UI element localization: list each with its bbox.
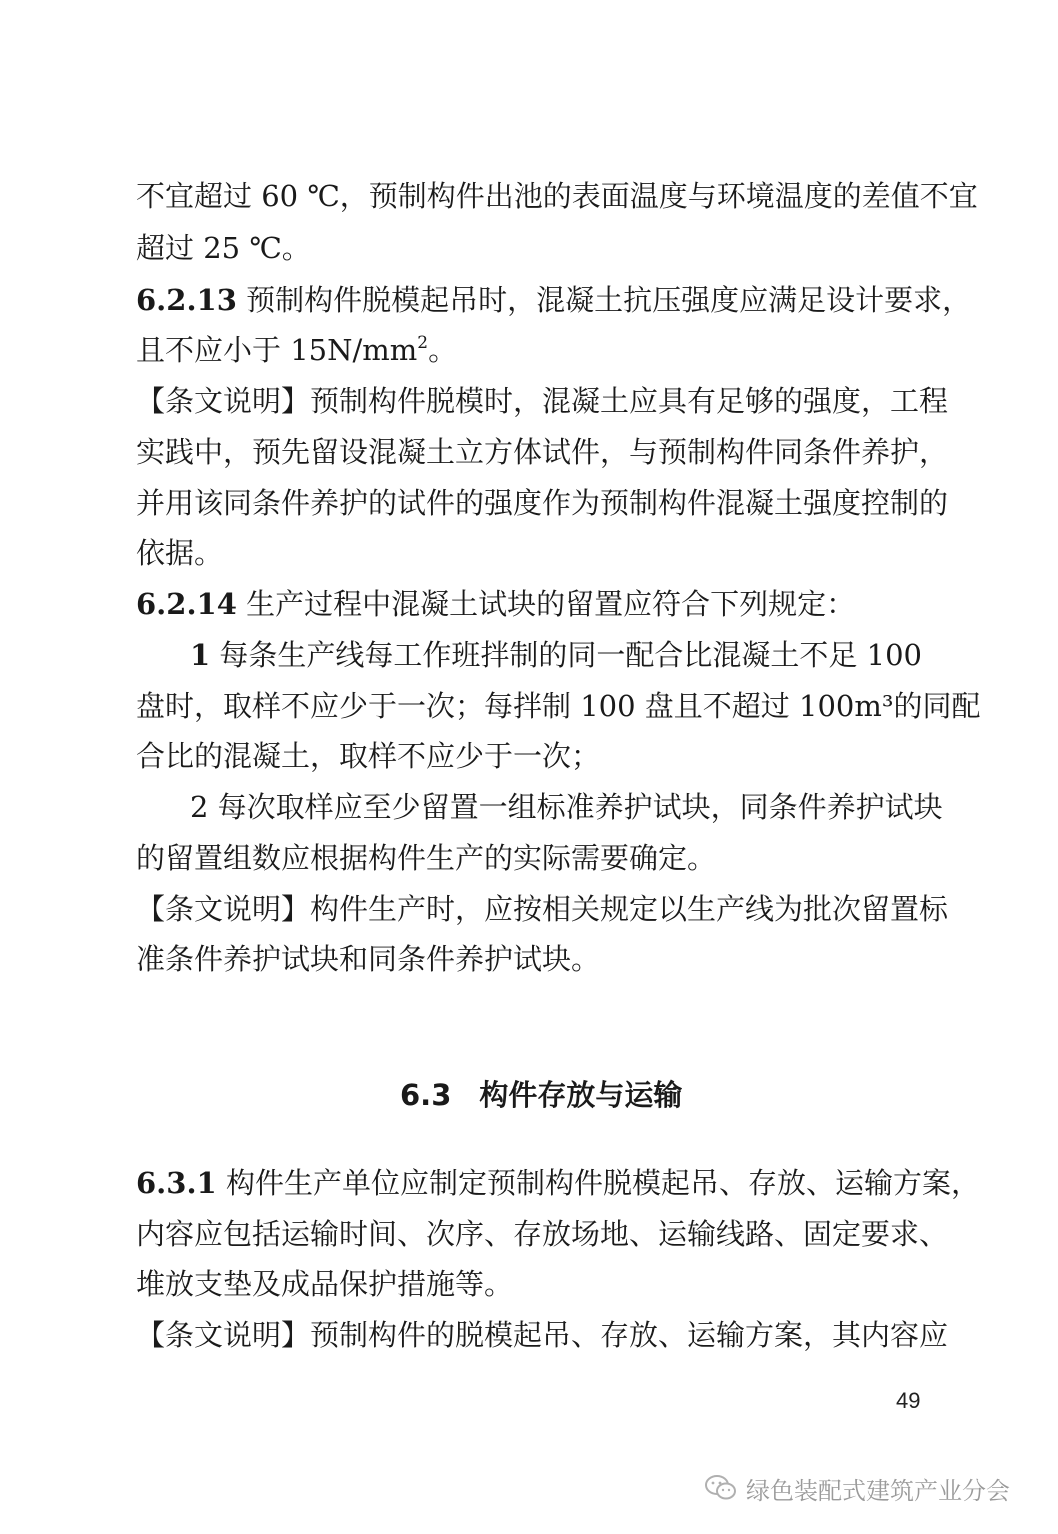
list-item-2: 2 每次取样应至少留置一组标准养护试块，同条件养护试块	[190, 790, 943, 824]
list-item-1: 1 每条生产线每工作班拌制的同一配合比混凝土不足 100	[190, 638, 922, 672]
text-line: 依据。	[136, 536, 224, 570]
item-number: 1	[190, 638, 211, 672]
item-number: 2	[190, 790, 209, 824]
section-title: 构件存放与运输	[479, 1078, 683, 1112]
clause-6-3-1: 6.3.1 构件生产单位应制定预制构件脱模起吊、存放、运输方案，	[136, 1166, 980, 1200]
page-number: 49	[896, 1388, 921, 1413]
text-line: 不宜超过 60 ℃，预制构件出池的表面温度与环境温度的差值不宜	[136, 179, 978, 213]
text-line: 内容应包括运输时间、次序、存放场地、运输线路、固定要求、	[136, 1217, 949, 1251]
text-line: 实践中，预先留设混凝土立方体试件，与预制构件同条件养护，	[136, 435, 949, 469]
clause-number: 6.3.1	[136, 1166, 217, 1200]
text-line: 的留置组数应根据构件生产的实际需要确定。	[136, 841, 717, 875]
text-line: 准条件养护试块和同条件养护试块。	[136, 942, 601, 976]
clause-6-2-13: 6.2.13 预制构件脱模起吊时，混凝土抗压强度应满足设计要求，	[136, 283, 972, 317]
explanation-line: 【条文说明】构件生产时，应按相关规定以生产线为批次留置标	[136, 892, 949, 926]
explanation-line: 【条文说明】预制构件脱模时，混凝土应具有足够的强度，工程	[136, 384, 949, 418]
text-line: 且不应小于 $15N/mm^2$。	[136, 333, 458, 367]
superscript: 2	[417, 333, 429, 353]
text-line: 堆放支垫及成品保护措施等。	[136, 1267, 514, 1301]
explanation-line: 【条文说明】预制构件的脱模起吊、存放、运输方案，其内容应	[136, 1318, 949, 1352]
watermark	[704, 1470, 1010, 1506]
clause-number: 6.2.13	[136, 283, 237, 317]
section-heading	[400, 1075, 682, 1115]
clause-6-2-14: 6.2.14 生产过程中混凝土试块的留置应符合下列规定：	[136, 587, 856, 621]
watermark-text: 绿色装配式建筑产业分会	[746, 1476, 1010, 1505]
text-line: 盘时，取样不应少于一次；每拌制 100 盘且不超过 100m³的同配	[136, 689, 981, 723]
wechat-icon	[704, 1474, 738, 1502]
text-line: 合比的混凝土，取样不应少于一次；	[136, 739, 601, 773]
text-line: 并用该同条件养护的试件的强度作为预制构件混凝土强度控制的	[136, 486, 949, 520]
section-number: 6.3	[400, 1078, 452, 1112]
clause-number: 6.2.14	[136, 587, 237, 621]
text-line: 超过 25 ℃。	[136, 231, 311, 265]
